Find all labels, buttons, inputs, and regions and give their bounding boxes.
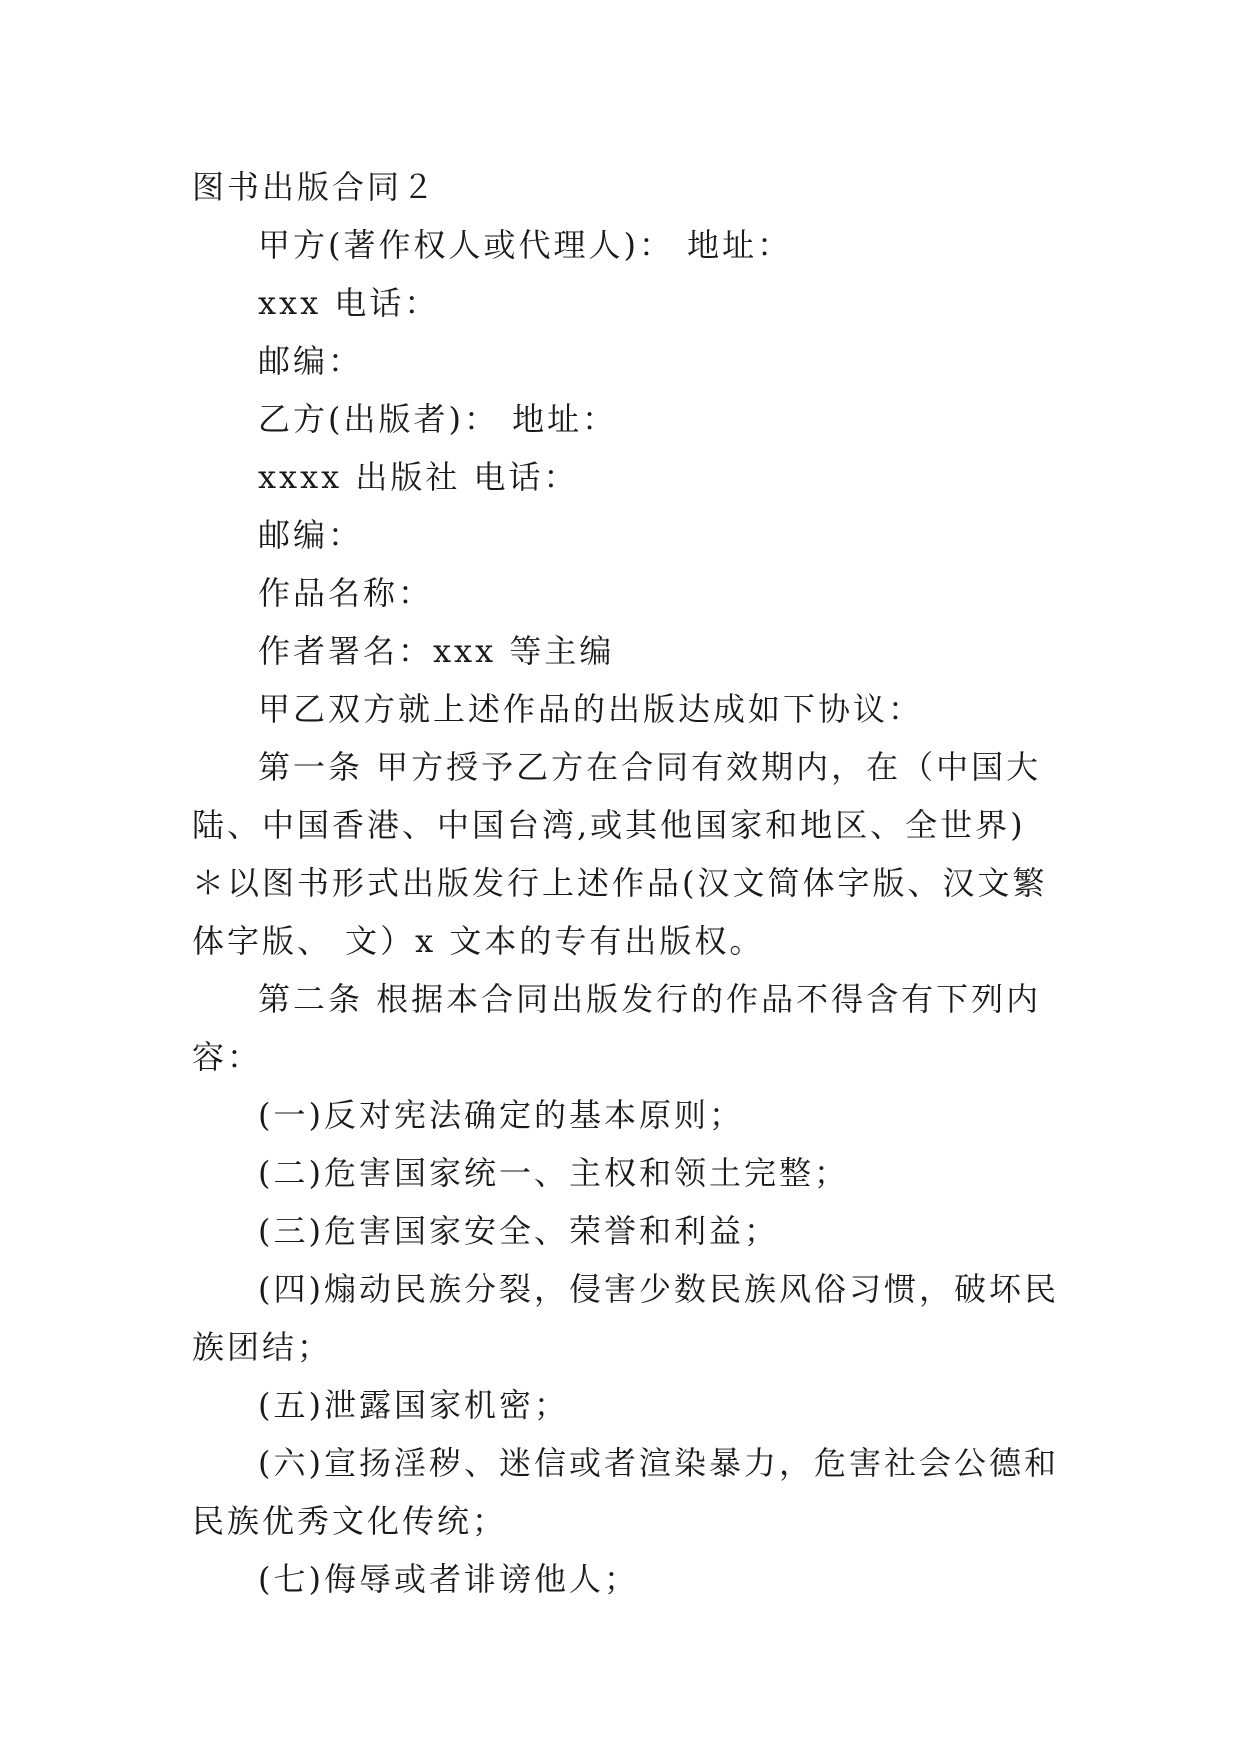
party-b-postcode-line: 邮编： <box>258 516 364 554</box>
clause-item: (六)宣扬淫秽、迷信或者渲染暴力，危害社会公德和民族优秀文化传统； <box>192 1444 1059 1540</box>
party-b-line: 乙方(出版者)： 地址： <box>258 400 618 438</box>
clause-item: (三)危害国家安全、荣誉和利益； <box>258 1212 779 1250</box>
party-b-phone-line: xxxx 出版社 电话： <box>258 458 579 496</box>
clause-item: (七)侮辱或者诽谤他人； <box>258 1560 639 1598</box>
author-credit-line: 作者署名：xxx 等主编 <box>258 632 615 670</box>
article-two: 第二条 根据本合同出版发行的作品不得含有下列内容： <box>192 980 1042 1076</box>
clause-item: (二)危害国家统一、主权和领土完整； <box>258 1154 849 1192</box>
document-title: 图书出版合同２ <box>192 168 438 206</box>
agreement-intro: 甲乙双方就上述作品的出版达成如下协议： <box>258 690 924 728</box>
party-a-postcode-line: 邮编： <box>258 342 364 380</box>
party-a-line: 甲方(著作权人或代理人)： 地址： <box>258 226 793 264</box>
party-a-phone-line: xxx 电话： <box>258 284 440 322</box>
clause-item: (四)煽动民族分裂，侵害少数民族风俗习惯，破坏民族团结； <box>192 1270 1059 1366</box>
article-one: 第一条 甲方授予乙方在合同有效期内，在（中国大陆、中国香港、中国台湾,或其他国家和地区、全世界)＊以图书形式出版发行上述作品(汉文简体字版、汉文繁体字版、 文）x 文本的专有出版权。 <box>192 748 1048 960</box>
clause-item: (五)泄露国家机密； <box>258 1386 569 1424</box>
document-body <box>192 158 1060 1608</box>
clause-item: (一)反对宪法确定的基本原则； <box>258 1096 744 1134</box>
work-title-line: 作品名称： <box>258 574 434 612</box>
